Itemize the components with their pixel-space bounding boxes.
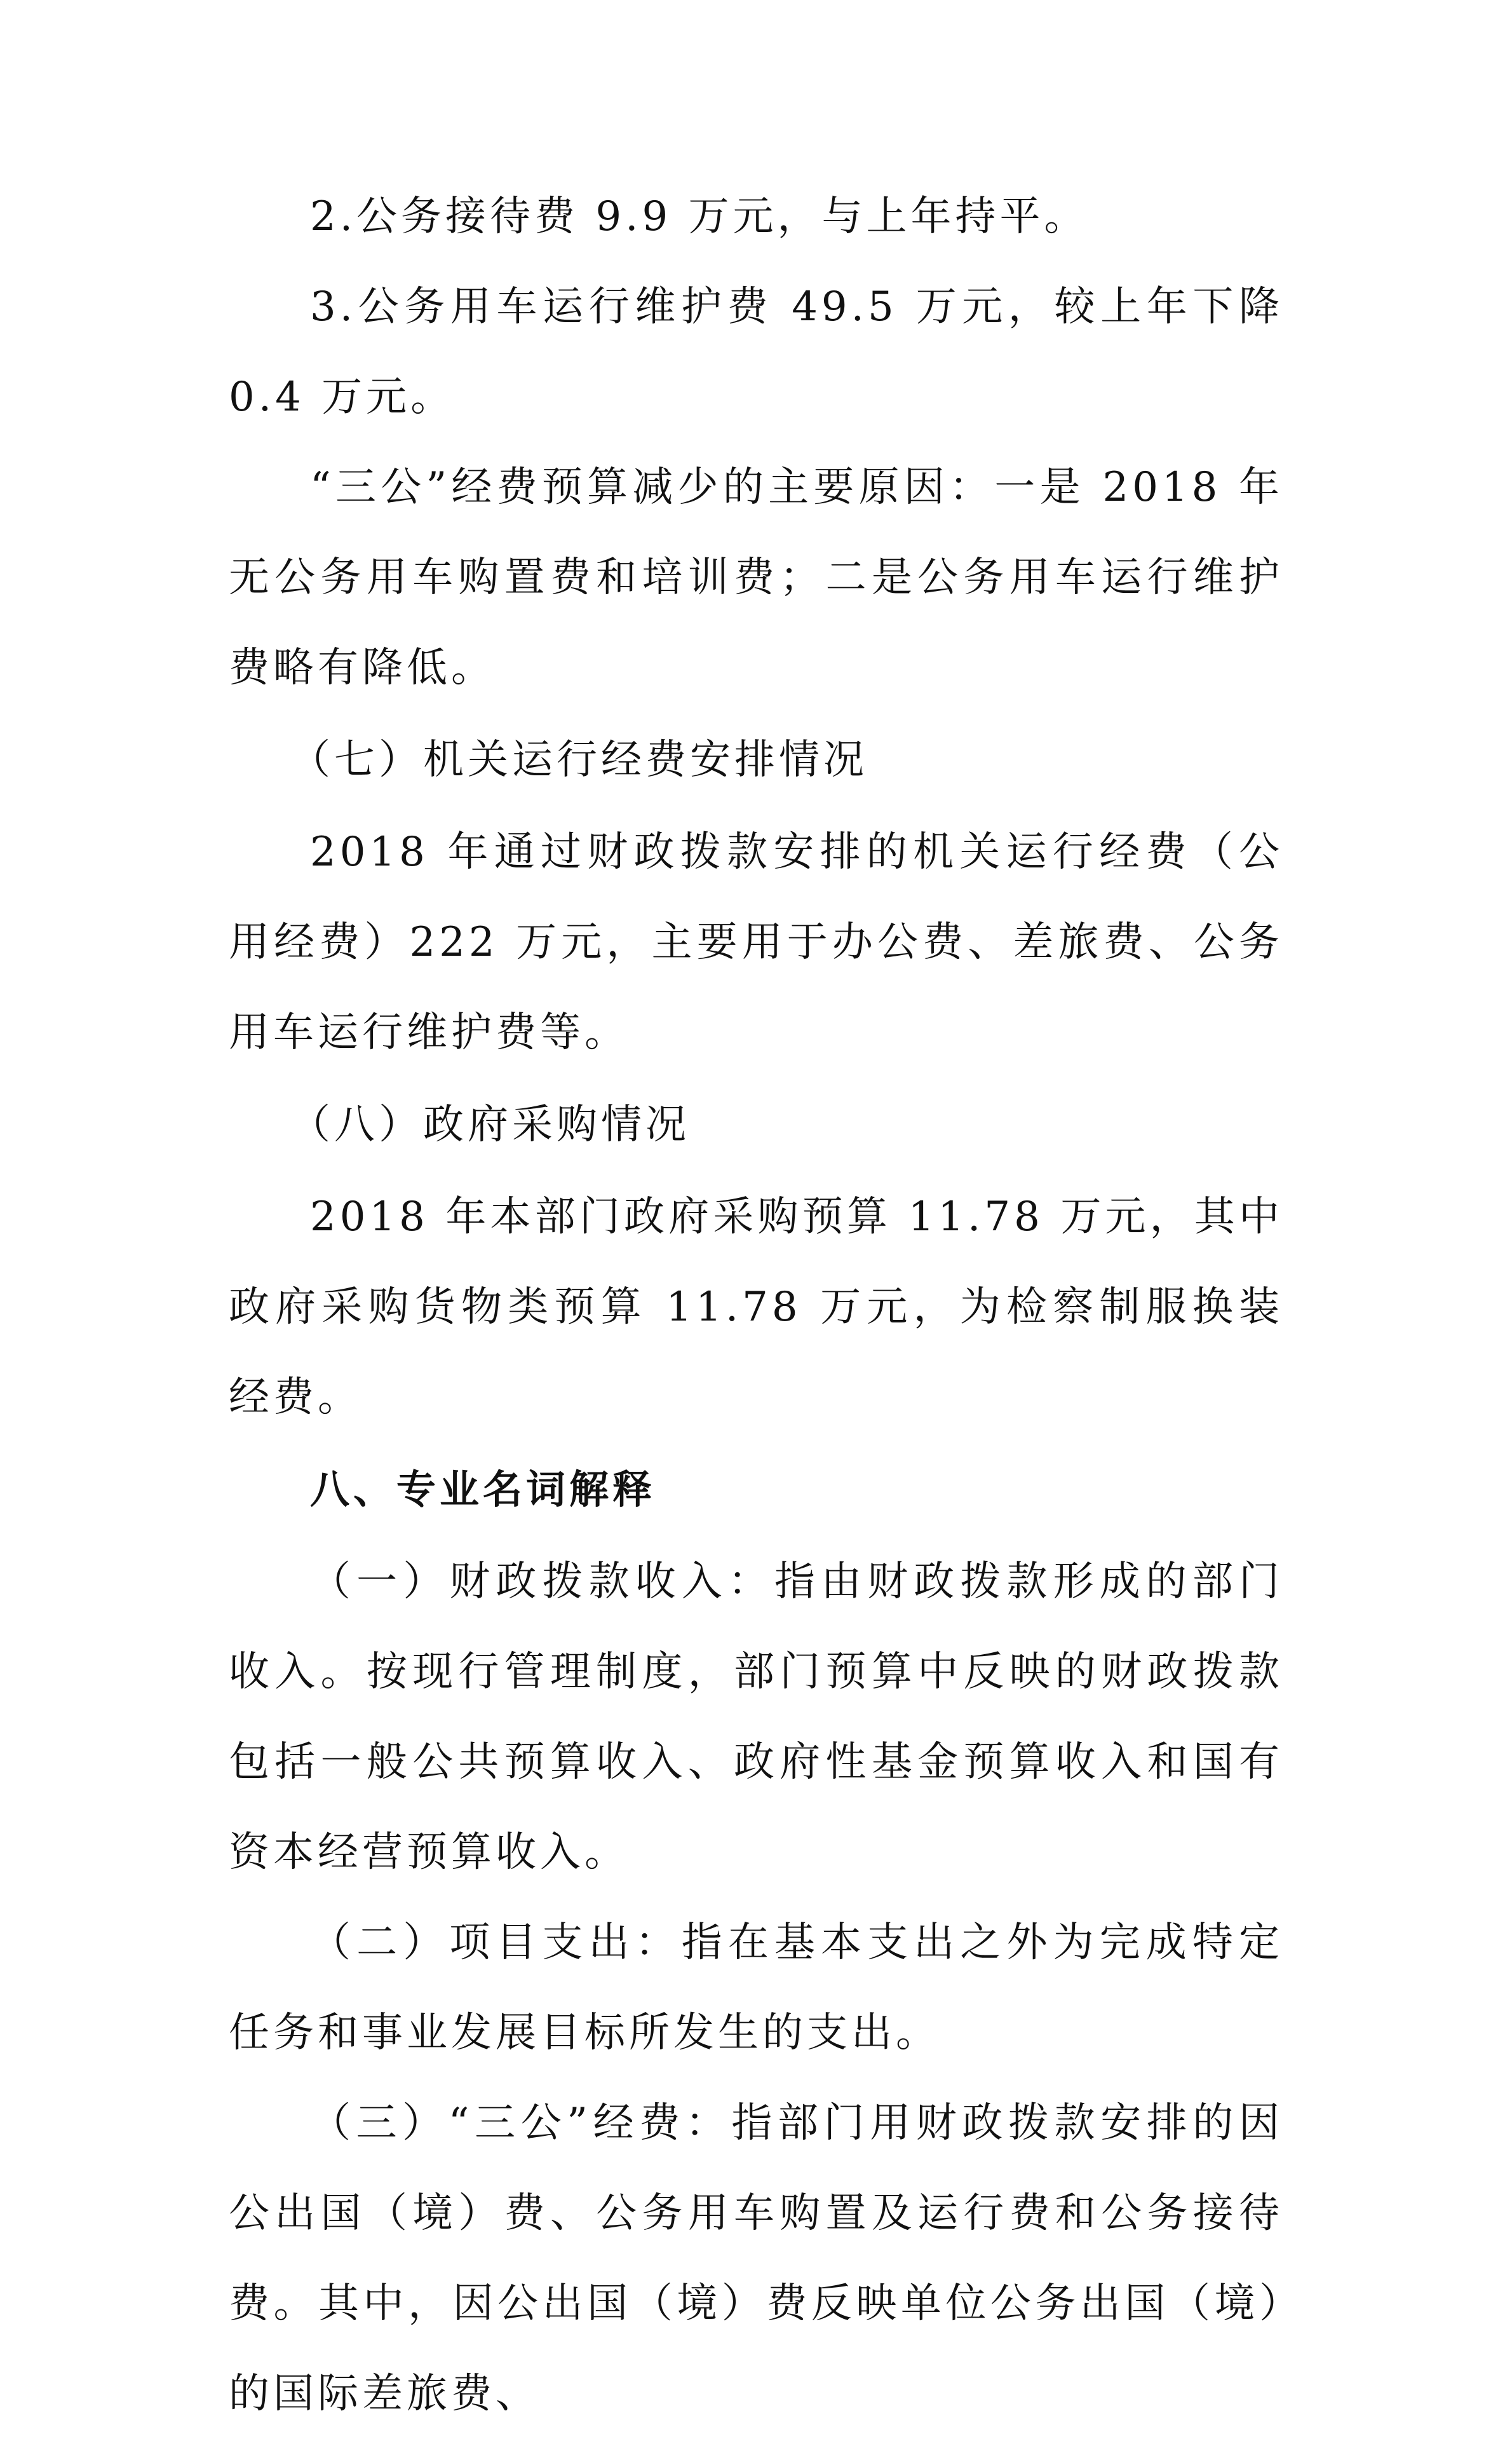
paragraph-reception-fee: 2.公务接待费 9.9 万元，与上年持平。: [310, 193, 1089, 240]
paragraph-glossary-three-public: （三）“三公”经费：指部门用财政拨款安排的因公出国（境）费、公务用车购置及运行费和公务接待费。其中，因公出国（境）费反映单位公务出国（境）的国际差旅费、: [229, 2100, 1283, 2417]
section-heading-procurement: （八）政府采购情况: [290, 1101, 690, 1148]
paragraph-operating-funds: 2018 年通过财政拨款安排的机关运行经费（公用经费）222 万元，主要用于办公费、差旅费、公务用车运行维护费等。: [229, 829, 1283, 1056]
section-heading-operating-funds: （七）机关运行经费安排情况: [290, 737, 868, 784]
paragraph-three-public-reason: “三公”经费预算减少的主要原因：一是 2018 年无公务用车购置费和培训费；二是公务用车运行维护费略有降低。: [229, 464, 1283, 691]
paragraph-procurement: 2018 年本部门政府采购预算 11.78 万元，其中政府采购货物类预算 11.78 万元，为检察制服换装经费。: [229, 1193, 1283, 1421]
paragraph-vehicle-maintenance: 3.公务用车运行维护费 49.5 万元，较上年下降 0.4 万元。: [229, 283, 1283, 421]
paragraph-glossary-fiscal-income: （一）财政拨款收入：指由财政拨款形成的部门收入。按现行管理制度，部门预算中反映的财政拨款包括一般公共预算收入、政府性基金预算收入和国有资本经营预算收入。: [229, 1558, 1283, 1876]
section-heading-glossary: 八、专业名词解释: [310, 1466, 656, 1512]
document-body: [229, 172, 1283, 2439]
paragraph-glossary-project-expense: （二）项目支出：指在基本支出之外为完成特定任务和事业发展目标所发生的支出。: [229, 1919, 1283, 2056]
